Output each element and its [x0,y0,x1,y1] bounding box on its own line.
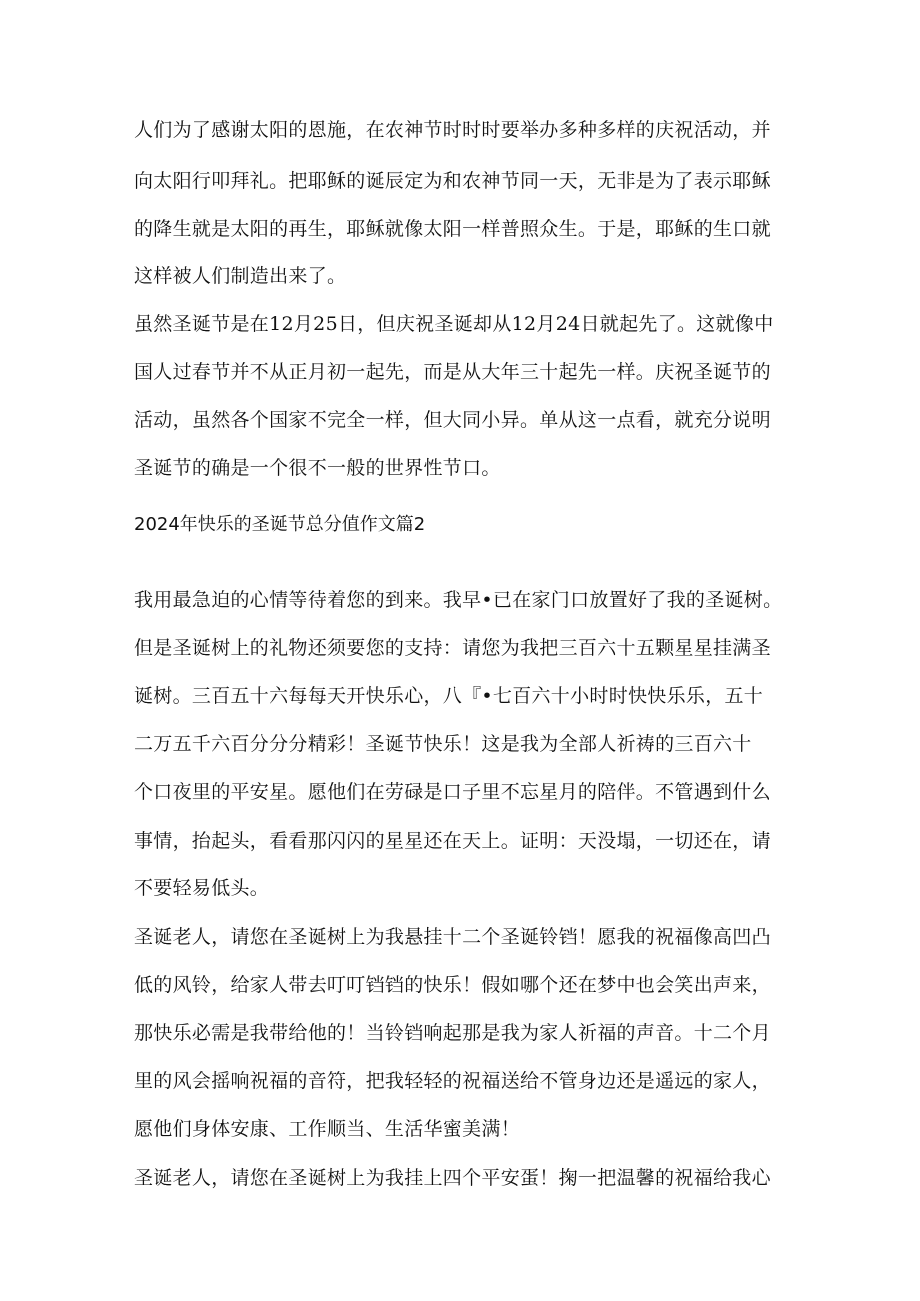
paragraph-3-line-4: 二万五千六百分分分精彩！圣诞节快乐！这是我为全部人祈祷的三百六十 [134,733,752,755]
paragraph-3-line-7: 不要轻易低头。 [134,877,270,899]
paragraph-4-line-4: 里的风会摇响祝福的音符，把我轻轻的祝福送给不管身边还是遥远的家人， [134,1070,771,1092]
paragraph-3-line-5: 个口夜里的平安星。愿他们在劳碌是口子里不忘星月的陪伴。不管遇到什么 [134,781,771,803]
section-heading: 2024年快乐的圣诞节总分值作文篇2 [134,514,426,535]
paragraph-2-line-1: 虽然圣诞节是在12月25日，但庆祝圣诞却从12月24日就起先了。这就像中 [134,313,774,335]
paragraph-5-line-1: 圣诞老人，请您在圣诞树上为我挂上四个平安蛋！掬一把温馨的祝福给我心 [134,1167,771,1189]
paragraph-2-line-4: 圣诞节的确是一个很不一般的世界性节口。 [134,457,501,479]
paragraph-2-line-2: 国人过春节并不从正月初一起先，而是从大年三十起先一样。庆祝圣诞节的 [134,361,771,383]
paragraph-4-line-2: 低的风铃，给家人带去叮叮铛铛的快乐！假如哪个还在梦中也会笑出声来， [134,974,771,996]
paragraph-4-line-3: 那快乐必需是我带给他的！当铃铛响起那是我为家人祈福的声音。十二个月 [134,1022,771,1044]
paragraph-1-line-4: 这样被人们制造出来了。 [134,265,347,287]
paragraph-3-line-1: 我用最急迫的心情等待着您的到来。我早•已在家门口放置好了我的圣诞树。 [134,589,783,611]
paragraph-3-line-3: 诞树。三百五十六每每天开快乐心，八『•七百六十小时时快快乐乐，五十 [134,685,764,707]
paragraph-1-line-2: 向太阳行叩拜礼。把耶稣的诞辰定为和农神节同一天，无非是为了表示耶稣 [134,170,771,192]
paragraph-1-line-1: 人们为了感谢太阳的恩施，在农神节时时时要举办多种多样的庆祝活动，并 [134,119,771,141]
paragraph-1-line-3: 的降生就是太阳的再生，耶稣就像太阳一样普照众生。于是，耶稣的生口就 [134,218,771,240]
paragraph-3-line-2: 但是圣诞树上的礼物还须要您的支持：请您为我把三百六十五颗星星挂满圣 [134,637,771,659]
paragraph-2-line-3: 活动，虽然各个国家不完全一样，但大同小异。单从这一点看，就充分说明 [134,409,771,431]
paragraph-4-line-5: 愿他们身体安康、工作顺当、生活华蜜美满！ [134,1118,521,1140]
paragraph-3-line-6: 事情，抬起头，看看那闪闪的星星还在天上。证明：天没塌，一切还在，请 [134,830,771,852]
paragraph-4-line-1: 圣诞老人，请您在圣诞树上为我悬挂十二个圣诞铃铛！愿我的祝福像高凹凸 [134,926,771,948]
